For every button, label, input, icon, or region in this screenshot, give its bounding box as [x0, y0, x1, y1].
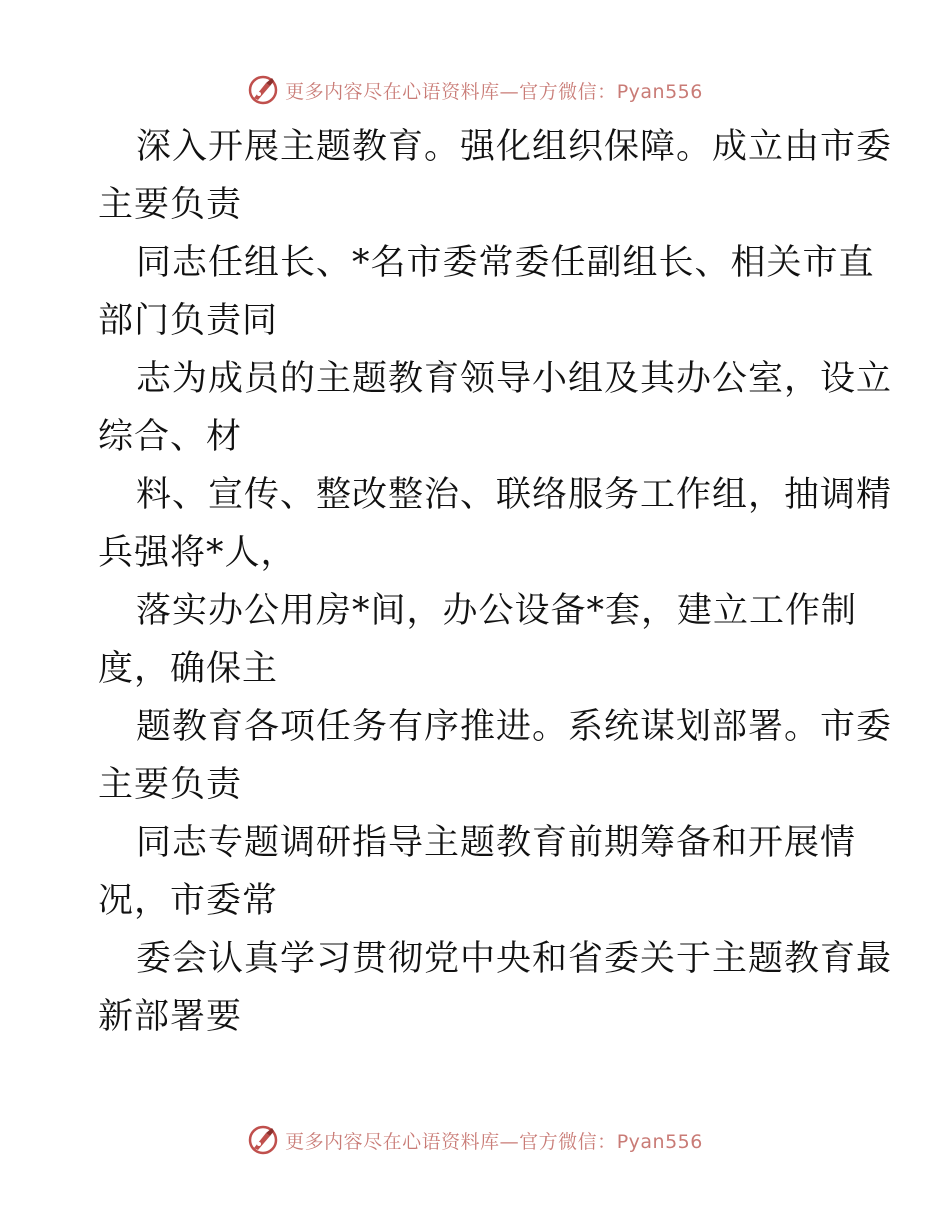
banner-wechat-label: 官方微信：: [519, 80, 617, 103]
paragraph-first-line: 志为成员的主题教育领导小组及其办公室，设立: [136, 359, 893, 399]
banner-wechat-label: 官方微信：: [519, 1130, 617, 1153]
paragraph-first-line: 委会认真学习贯彻党中央和省委关于主题教育最: [136, 939, 893, 979]
paragraph-first-line: 同志任组长、*名市委常委任副组长、相关市直: [136, 243, 875, 283]
paragraph: [98, 930, 893, 1046]
paragraph: [98, 350, 893, 466]
banner-wechat-id: Pyan556: [616, 80, 703, 103]
paragraph: [98, 118, 893, 234]
paragraph-first-line: 同志专题调研指导主题教育前期筹备和开展情: [136, 823, 857, 863]
footer-banner: [0, 1122, 950, 1158]
paragraph-first-line: 题教育各项任务有序推进。系统谋划部署。市委: [136, 707, 893, 747]
document-body: [98, 118, 893, 1046]
banner-promo-text: 更多内容尽在心语资料库: [285, 80, 500, 103]
quill-logo-icon: [247, 74, 279, 106]
header-banner-text: [285, 77, 703, 104]
paragraph-wrap-line: 主要负责: [98, 185, 243, 225]
paragraph: [98, 698, 893, 814]
paragraph-wrap-line: 部门负责同: [98, 301, 279, 341]
paragraph: [98, 234, 875, 350]
paragraph-wrap-line: 况，市委常: [98, 881, 279, 921]
paragraph-wrap-line: 主要负责: [98, 765, 243, 805]
banner-separator: —: [499, 80, 520, 103]
paragraph: [98, 814, 858, 930]
footer-banner-text: [285, 1127, 703, 1154]
quill-logo-icon: [247, 1124, 279, 1156]
paragraph: [98, 466, 893, 582]
paragraph-wrap-line: 度，确保主: [98, 649, 279, 689]
banner-wechat-id: Pyan556: [616, 1130, 703, 1153]
paragraph: [98, 582, 858, 698]
paragraph-first-line: 深入开展主题教育。强化组织保障。成立由市委: [136, 127, 893, 167]
header-banner: [0, 72, 950, 108]
paragraph-first-line: 落实办公用房*间，办公设备*套，建立工作制: [136, 591, 858, 631]
paragraph-wrap-line: 综合、材: [98, 417, 243, 457]
banner-separator: —: [499, 1130, 520, 1153]
paragraph-wrap-line: 兵强将*人，: [98, 533, 297, 573]
paragraph-first-line: 料、宣传、整改整治、联络服务工作组，抽调精: [136, 475, 893, 515]
paragraph-wrap-line: 新部署要: [98, 997, 243, 1037]
banner-promo-text: 更多内容尽在心语资料库: [285, 1130, 500, 1153]
